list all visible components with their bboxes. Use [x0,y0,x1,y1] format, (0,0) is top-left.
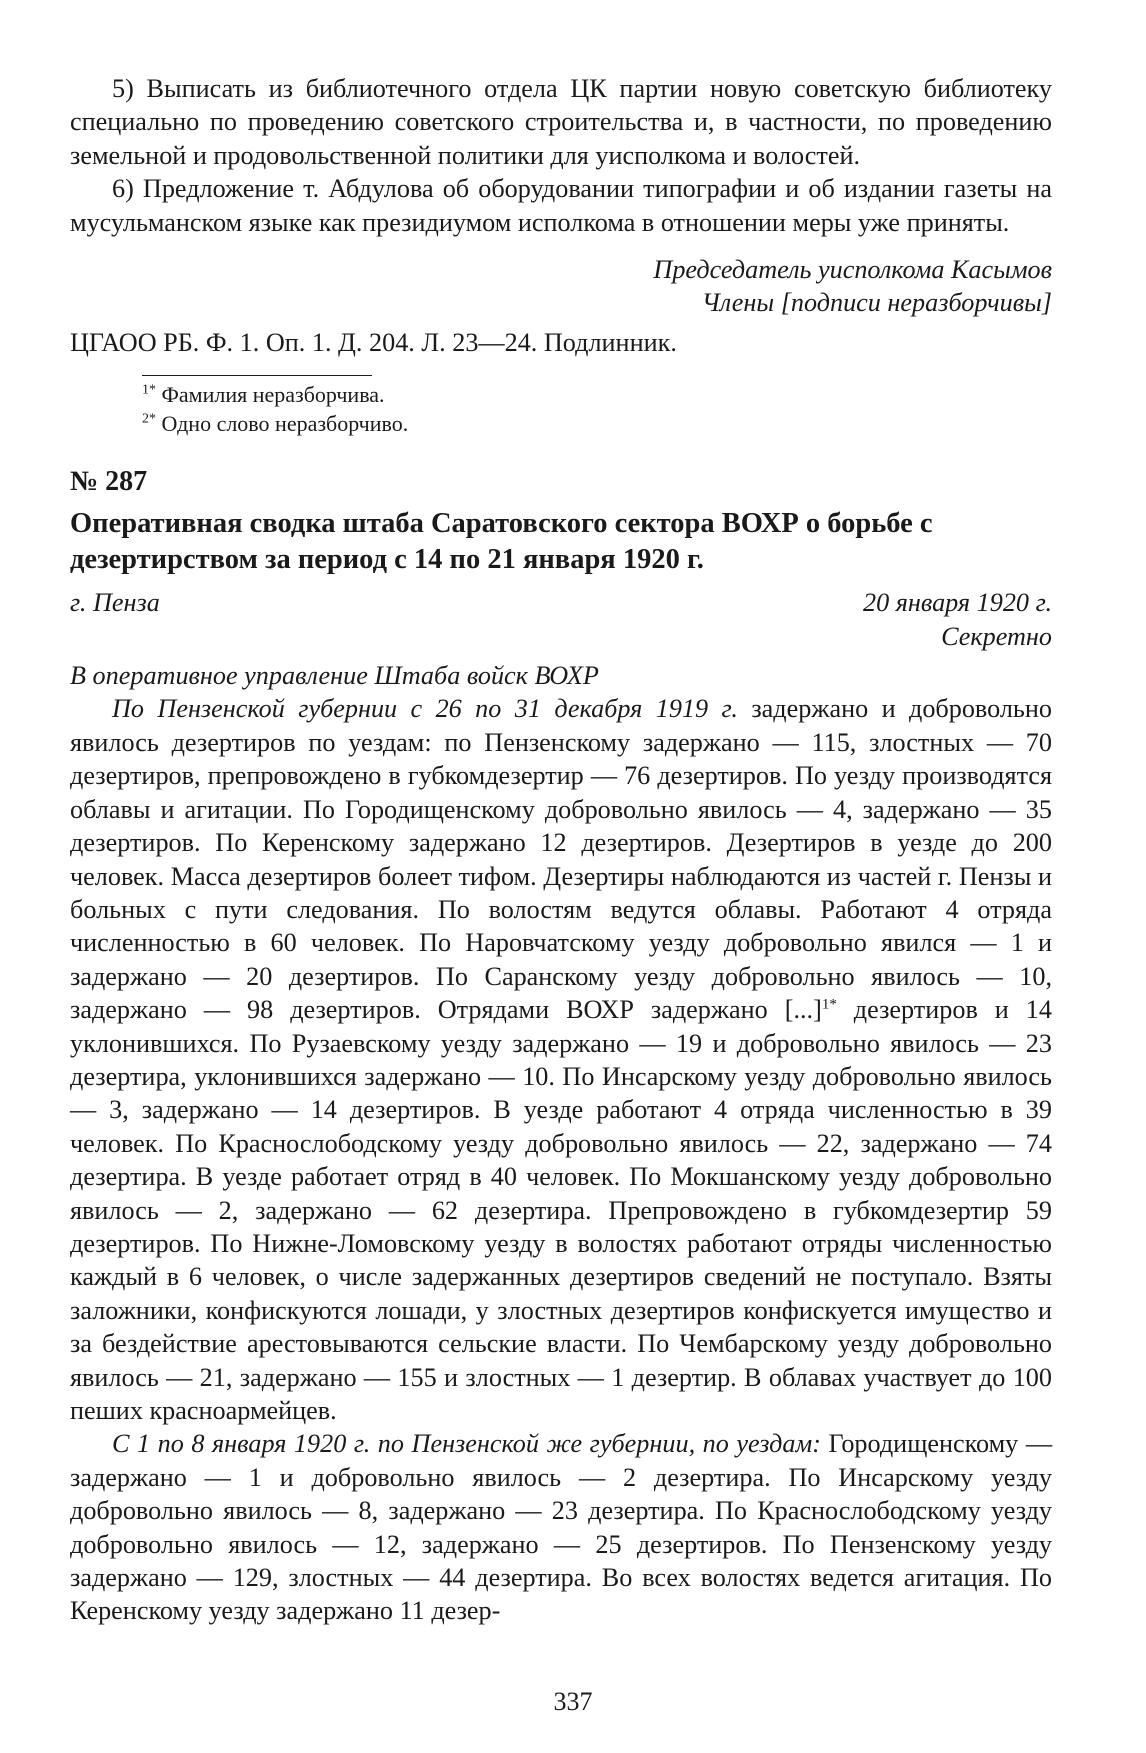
archive-source: ЦГАОО РБ. Ф. 1. Оп. 1. Д. 204. Л. 23—24. Подлинник. [70,327,677,357]
body-paragraph-1 [70,692,1052,1427]
footnote-divider [142,375,372,376]
signature-members: Члены [подписи неразборчивы] [701,288,1052,318]
document-place: г. Пенза [70,588,160,618]
footnote-ref: 1* [821,996,837,1013]
document-number: № 287 [70,466,148,498]
addressee: В оперативное управление Штаба войск ВОХР [70,661,599,691]
paragraph-item-5: 5) Выписать из библиотечного отдела ЦК партии новую советскую библиотеку специально по проведению советского строительства и, в частности, по проведению земельной и продовольственной политики для уисполкома и волостей. [70,74,1052,170]
place-date-row [70,586,1052,619]
body-paragraph-2 [70,1427,1052,1627]
footnote-text: Одно слово неразборчиво. [161,411,409,437]
footnote [70,380,1052,409]
page-content [70,72,1052,1628]
footnote-mark: 2* [142,411,156,427]
footnote [70,409,1052,438]
paragraph-text: Городищенскому — задержано — 1 и добровольно явилось — 2 дезертира. По Инсарскому уезду добровольно явилось — 8, задержано — 23 дезертира. По Краснослободскому уезду добровольно явилось — 12, задержано — 25 дезертиров. По Пензенскому уезду задержано — 129, злостных — 44 дезертира. Во всех волостях ведется агитация. По Керенскому уезду задержано 11 дезер- [70,1429,1053,1626]
document-title: Оперативная сводка штаба Саратовского сектора ВОХР о борьбе с дезертирством за период с 14 по 21 января 1920 г. [70,508,933,576]
paragraph-text: дезертиров и 14 уклонившихся. По Рузаевскому уезду задержано — 19 и добровольно явилось — 23 дезертира, уклонившихся задержано — 10. По Инсарскому уезду добровольно явилось — 3, задержано — 14 дезертиров. В уезде работают 4 отряда численностью в 39 человек. По Краснослободскому уезду добровольно явилось — 22, задержано — 74 дезертира. В уезде работает отряд в 40 человек. По Мокшанскому уезду добровольно явилось — 2, задержано — 62 дезертира. Препровождено в губкомдезертир 59 дезертиров. По Нижне-Ломовскому уезду в волостях работают отряды численностью каждый в 6 человек, о числе задержанных дезертиров сведений не поступало. Взяты заложники, конфискуются лошади, у злостных дезертиров конфискуется имущество и за бездействие арестовываются сельские власти. По Чембарскому уезду добровольно явилось — 21, задержано — 155 и злостных — 1 дезертир. В облавах участвует до 100 пеших красноармейцев. [70,995,1052,1425]
paragraph-lead: По Пензенской губернии с 26 по 31 декабря 1919 г. [112,694,738,724]
footnote-mark: 1* [142,382,156,398]
footnote-text: Фамилия неразборчива. [161,382,385,408]
paragraph-text: задержано и добровольно явилось дезертиров по уездам: по Пензенскому задержано — 115, злостных — 70 дезертиров, препровождено в губкомдезертир — 76 дезертиров. По уезду производятся облавы и агитации. По Городищенскому добровольно явилось — 4, задержано — 35 дезертиров. По Керенскому задержано 12 дезертиров. Дезертиров в уезде до 200 человек. Масса дезертиров болеет тифом. Дезертиры наблюдаются из частей г. Пензы и больных с пути следования. По волостям ведутся облавы. Работают 4 отряда численностью в 60 человек. По Наровчатскому уезду добровольно явился — 1 и задержано — 20 дезертиров. По Саранскому уезду добровольно явилось — 10, задержано — 98 дезертиров. Отрядами ВОХР задержано [...] [70,694,1052,1025]
page-number: 337 [553,1687,593,1716]
secrecy-mark: Секретно [941,621,1052,651]
paragraph-item-6: 6) Предложение т. Абдулова об оборудовании типографии и об издании газеты на мусульманском языке как президиумом исполкома в отношении меры уже приняты. [70,174,1052,237]
paragraph-lead: С 1 по 8 января 1920 г. по Пензенской же губернии, по уездам: [112,1429,821,1459]
signature-chair: Председатель уисполкома Касымов [653,255,1052,285]
document-date: 20 января 1920 г. [863,588,1052,618]
